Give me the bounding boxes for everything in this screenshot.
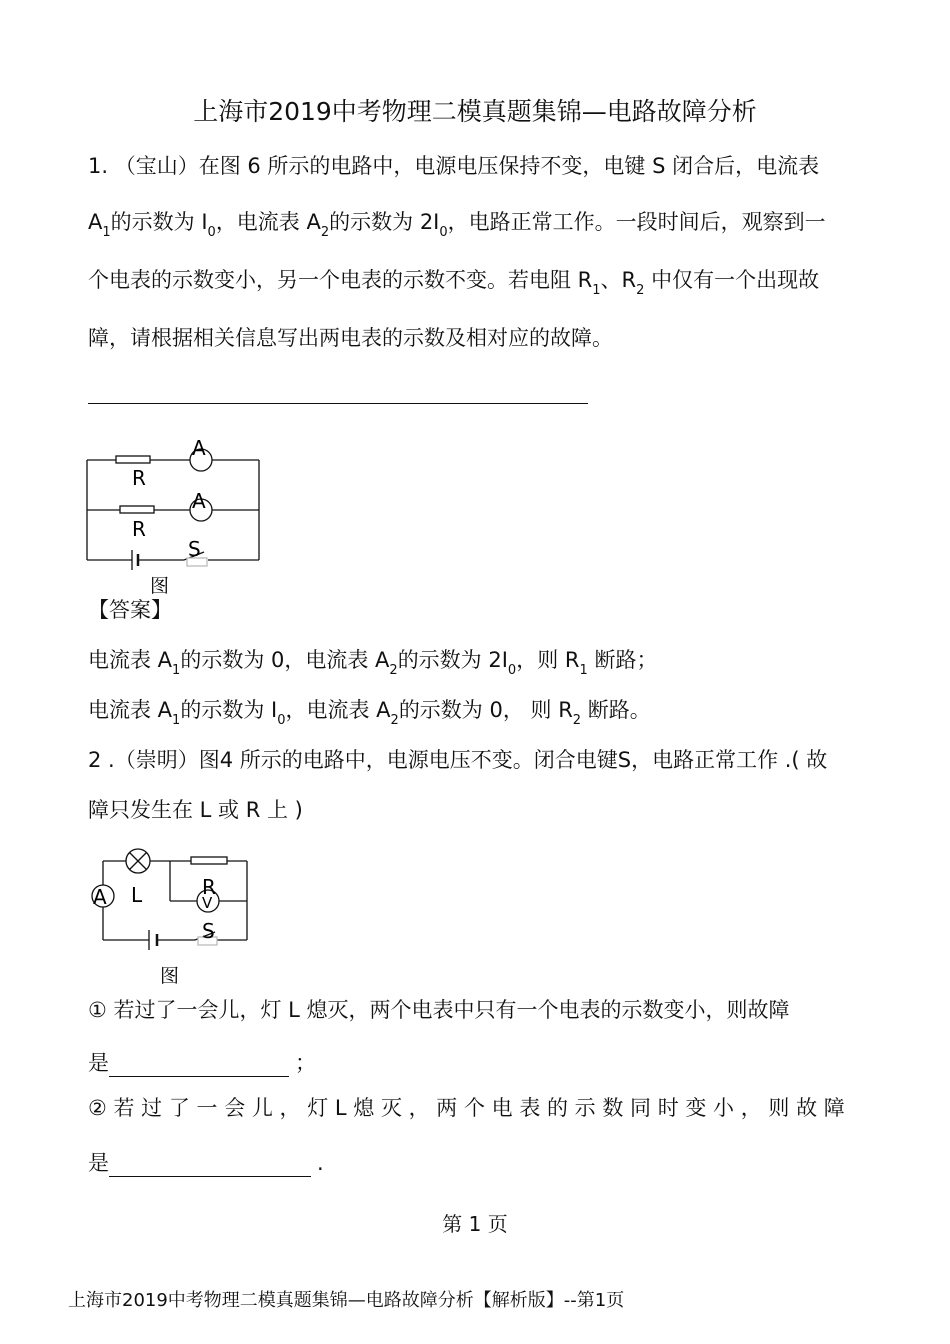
answer-heading: 【答案】	[88, 598, 172, 622]
label-a1: A	[192, 436, 206, 460]
ans1-e: 断路；	[587, 648, 658, 672]
q2-item-1-prefix: 是	[88, 1051, 109, 1075]
ans1-c: 的示数为 2I	[397, 648, 508, 672]
ans1-a: 电流表 A	[88, 648, 173, 672]
label-r: R	[202, 875, 216, 899]
label-s: S	[188, 537, 201, 561]
document-title: 上海市2019中考物理二模真题集锦—电路故障分析	[193, 97, 757, 126]
q2-item-2-line-1: ② 若 过 了 一 会 儿 ， 灯 L 熄 灭 ， 两 个 电 表 的 示 数 同 时 变 小 ， 则 故 障	[88, 1096, 845, 1120]
q1-line-4: 障，请根据相关信息写出两电表的示数及相对应的故障。	[88, 326, 613, 350]
answer-line-2	[88, 694, 651, 728]
q1-l2-a-sub: 1	[102, 225, 111, 240]
label-r2: R	[132, 517, 146, 541]
q2-item-1-line-1: ① 若过了一会儿，灯 L 熄灭，两个电表中只有一个电表的示数变小，则故障	[88, 998, 790, 1022]
ans2-c-sub: 2	[390, 713, 399, 728]
q2-item-2-line-2	[88, 1142, 324, 1177]
q2-item-1-suffix: ；	[295, 1051, 316, 1075]
page-footer: 上海市2019中考物理二模真题集锦—电路故障分析【解析版】--第1页	[68, 1290, 625, 1311]
q2-item-2-prefix: 是	[88, 1151, 109, 1175]
resistor-r1	[116, 456, 150, 463]
q1-line-1: 1. （宝山）在图 6 所示的电路中，电源电压保持不变，电键 S 闭合后，电流表	[88, 154, 820, 178]
ans2-a: 电流表 A	[88, 698, 173, 722]
ans1-b-sub: 2	[389, 663, 398, 678]
q1-l3-c: 中仅有一个出现故	[644, 268, 820, 292]
q1-l3-a-sub: 1	[592, 283, 601, 298]
q1-line-2	[88, 206, 826, 240]
ans2-c: ，电流表 A	[285, 698, 391, 722]
ans1-b: 的示数为 0，电流表 A	[180, 648, 390, 672]
label-v: V	[202, 894, 213, 912]
ans1-c-sub: 0	[507, 663, 517, 678]
figure-6-caption: 图	[150, 575, 170, 597]
label-s: S	[202, 919, 215, 943]
resistor-r2	[120, 506, 154, 513]
q1-l2-c-sub: 2	[320, 225, 330, 240]
figure-4-caption: 图	[160, 965, 180, 987]
q1-l2-d-sub: 0	[439, 225, 448, 240]
q2-line-2: 障只发生在 L 或 R 上 )	[88, 798, 303, 822]
q2-item-2-suffix: .	[317, 1151, 324, 1175]
resistor-r	[191, 857, 227, 864]
q1-l2-c: ，电流表 A	[215, 210, 321, 234]
answer-line-1	[88, 644, 658, 678]
q1-l3-b: 、R	[600, 268, 637, 292]
ans1-d: ，则 R	[516, 648, 580, 672]
label-a2: A	[192, 489, 206, 513]
q2-item-2-blank	[109, 1142, 311, 1177]
ans1-d-sub: 1	[579, 663, 588, 678]
q1-l3-b-sub: 2	[636, 283, 645, 298]
q2-circuit-diagram	[85, 840, 265, 990]
q1-answer-line	[88, 403, 588, 404]
label-l: L	[131, 883, 143, 907]
ans2-a-sub: 1	[172, 713, 181, 728]
q1-l2-e: ，电路正常工作。一段时间后，观察到一	[447, 210, 826, 234]
label-r1: R	[132, 466, 146, 490]
q1-l2-b: 的示数为 I	[110, 210, 208, 234]
q1-line-3	[88, 264, 820, 298]
page-number: 第 1 页	[442, 1212, 508, 1236]
q1-l2-d: 的示数为 2I	[329, 210, 440, 234]
ans2-b: 的示数为 I	[180, 698, 278, 722]
ans1-a-sub: 1	[172, 663, 181, 678]
q1-l2-a: A	[88, 210, 103, 234]
ans2-d-sub: 2	[572, 713, 582, 728]
ans2-b-sub: 0	[277, 713, 286, 728]
q2-line-1: 2 .（崇明）图4 所示的电路中，电源电压不变。闭合电键S，电路正常工作 .( 故	[88, 748, 828, 772]
q1-circuit-diagram	[80, 430, 280, 600]
ans2-d: 的示数为 0， 则 R	[398, 698, 573, 722]
label-a: A	[93, 885, 107, 909]
q2-item-1-blank	[109, 1042, 289, 1077]
q2-item-1-line-2	[88, 1042, 316, 1077]
q1-l2-b-sub: 0	[207, 225, 216, 240]
ans2-e: 断路。	[581, 698, 651, 722]
q1-l3-a: 个电表的示数变小，另一个电表的示数不变。若电阻 R	[88, 268, 593, 292]
